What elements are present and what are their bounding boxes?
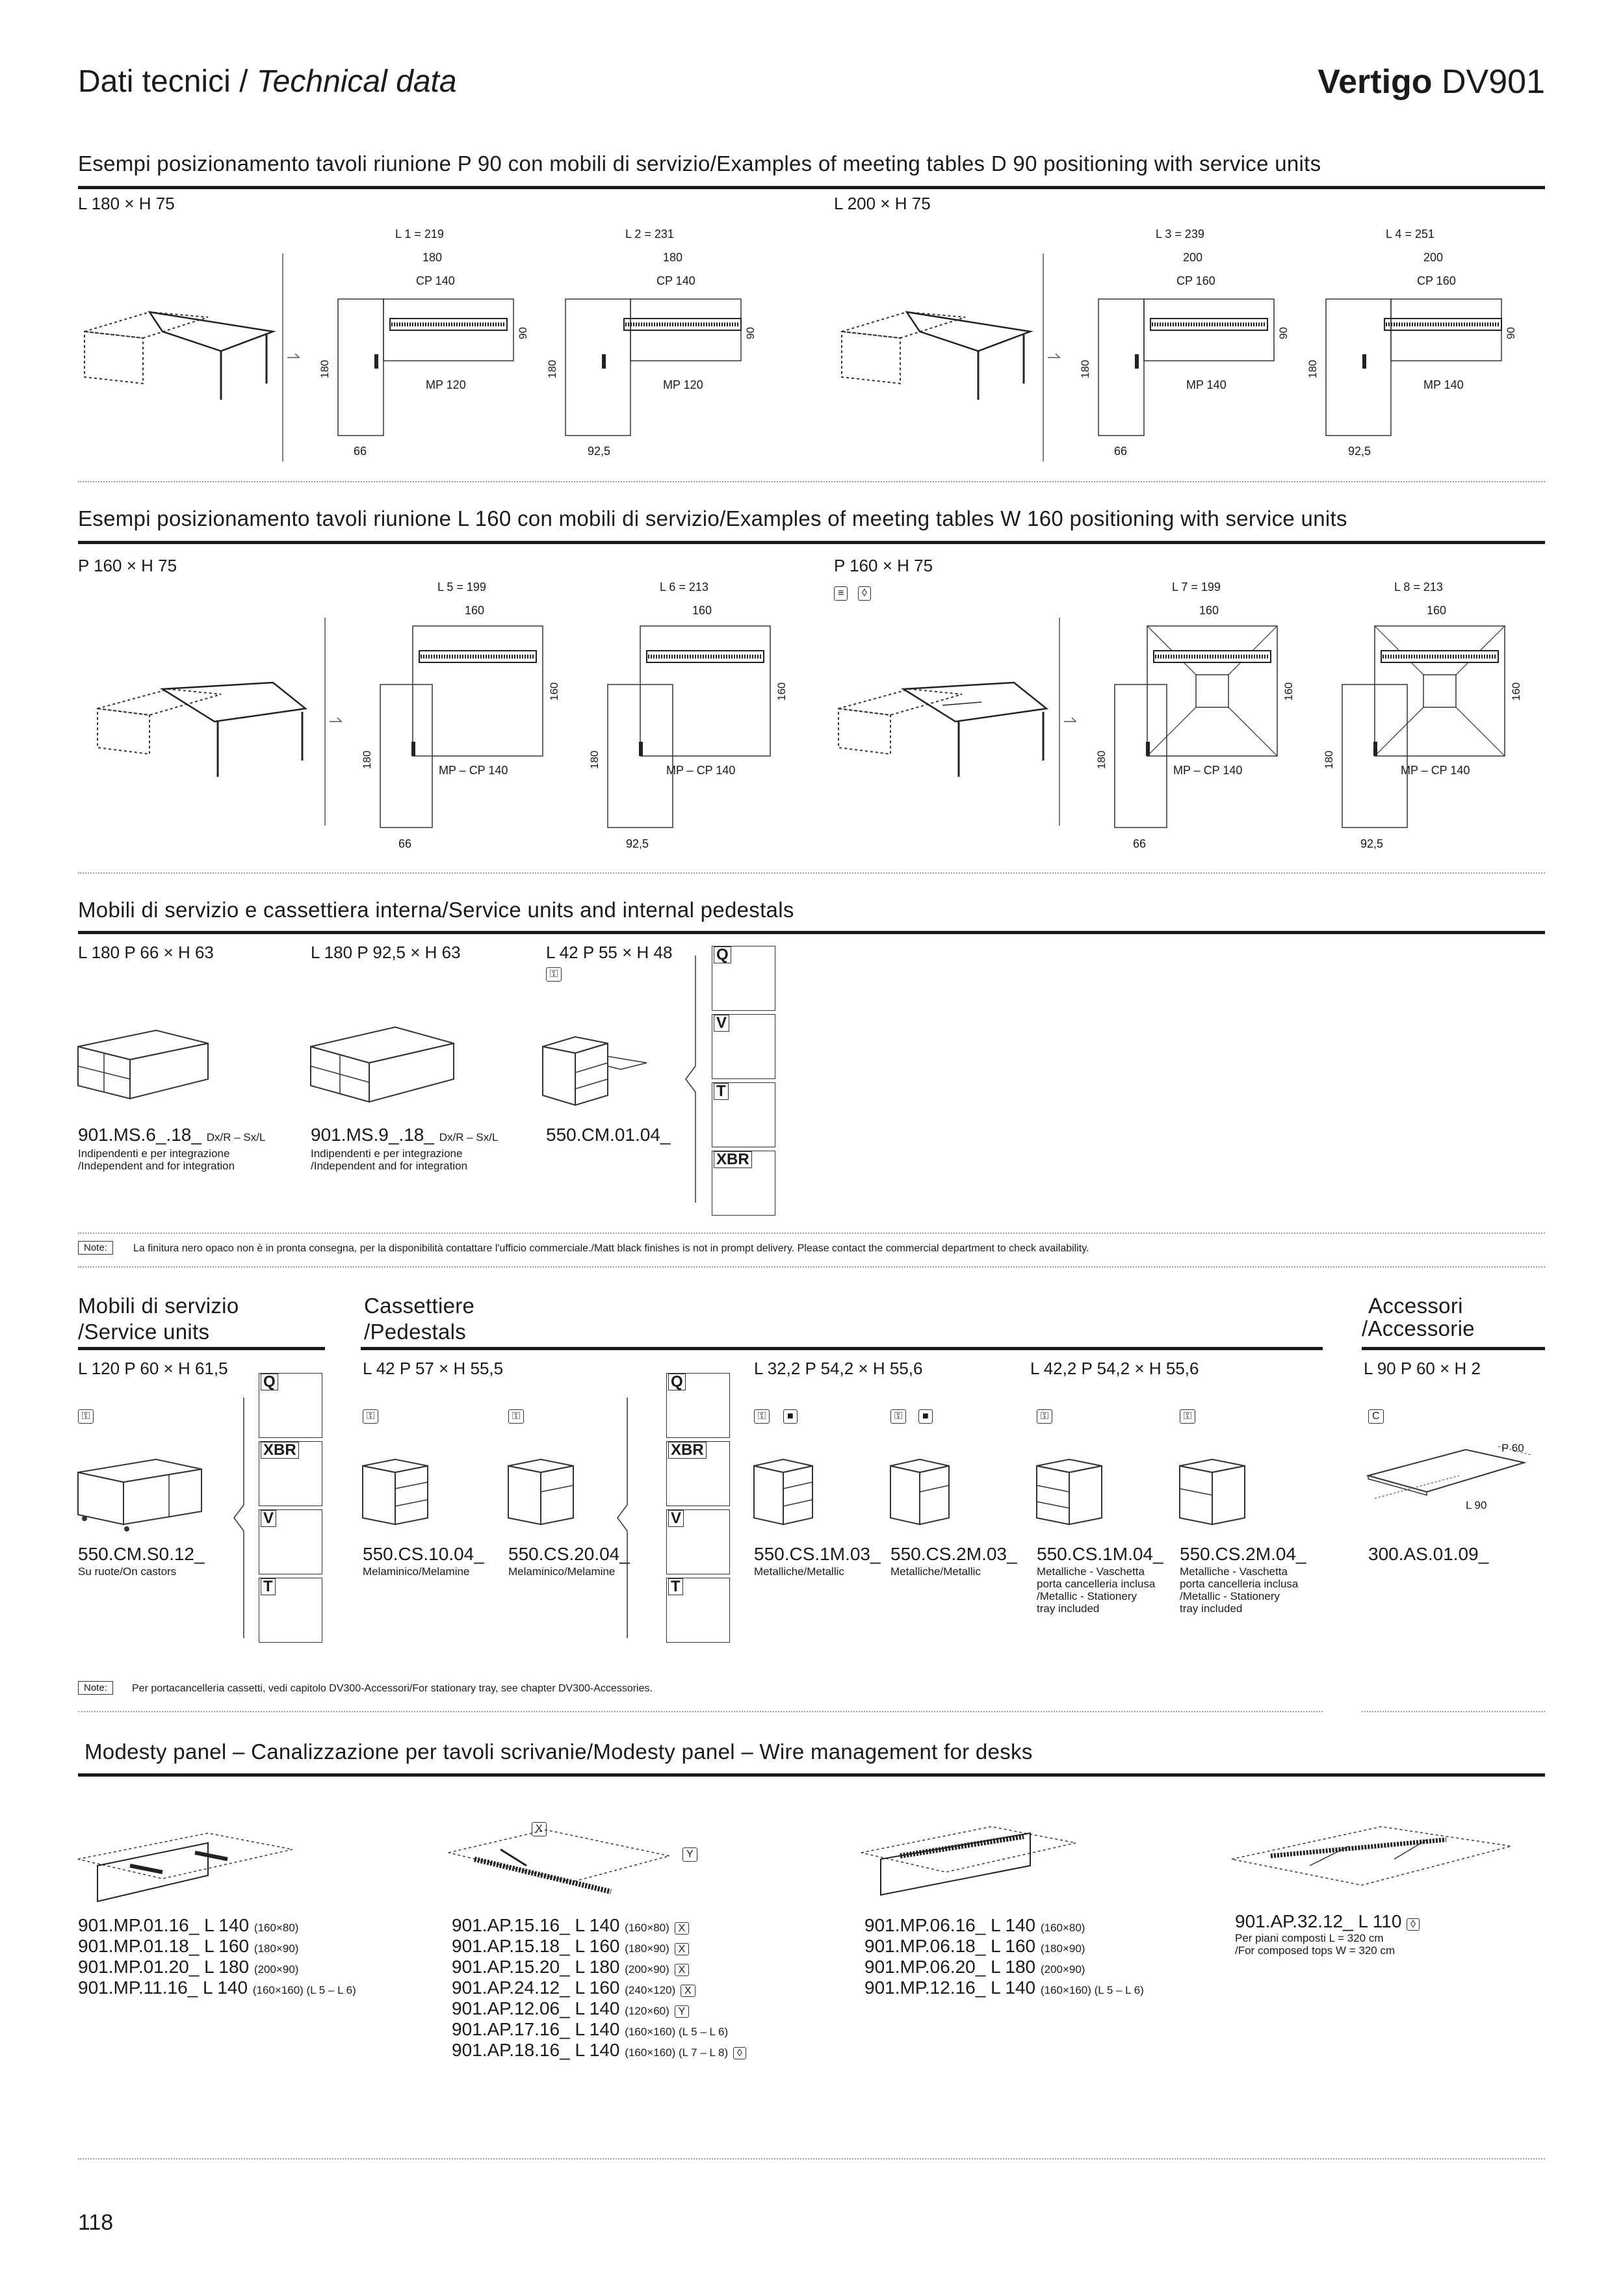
section5-rule bbox=[78, 1773, 1545, 1777]
title-english: Technical data bbox=[256, 64, 457, 99]
dim-unit-depth: 66 bbox=[1114, 445, 1128, 458]
code-text: 901.MS.6_.18_ bbox=[78, 1125, 201, 1145]
section2-rule bbox=[78, 541, 1545, 544]
code-dim: (120×60) bbox=[625, 2005, 669, 2017]
list-item bbox=[78, 1936, 356, 1957]
dim-unit-depth: 66 bbox=[354, 445, 367, 458]
dim-unit: 180 bbox=[588, 750, 601, 769]
y-tag: Y bbox=[682, 1847, 697, 1862]
code-dim: (180×90) bbox=[253, 1942, 299, 1955]
service-unit-drawing-2 bbox=[311, 1024, 460, 1108]
dim-width: 200 bbox=[1423, 251, 1444, 264]
option-label: XBR bbox=[714, 1151, 752, 1168]
key-icon: ⚿ bbox=[508, 1409, 524, 1424]
section3-rule bbox=[78, 931, 1545, 934]
code-text: 901.AP.24.12_ L 160 bbox=[452, 1977, 620, 1998]
product-desc: tray included bbox=[1037, 1602, 1100, 1615]
plan-diagram-1 bbox=[318, 228, 533, 462]
product-desc: porta cancelleria inclusa bbox=[1037, 1578, 1156, 1590]
key-icon: ⚿ bbox=[1037, 1409, 1052, 1424]
option-label: V bbox=[714, 1015, 729, 1032]
product-desc: /For composed tops W = 320 cm bbox=[1235, 1944, 1396, 1957]
grid-icon: ≡ bbox=[834, 586, 848, 601]
item-size: L 42,2 P 54,2 × H 55,6 bbox=[1030, 1359, 1199, 1378]
composed-top-drawing bbox=[1232, 1820, 1518, 1905]
code-text: 901.AP.32.12_ L 110 bbox=[1235, 1911, 1402, 1931]
option-label: V bbox=[668, 1510, 684, 1527]
divider bbox=[78, 1266, 1545, 1268]
section2-left-size: P 160 × H 75 bbox=[78, 556, 177, 575]
option-t bbox=[712, 1082, 775, 1147]
section1-title: Esempi posizionamento tavoli riunione P 90 con mobili di servizio/Examples of meeting tables D 90 positioning with service units bbox=[78, 151, 1321, 176]
code-text: 901.MP.06.16_ L 140 bbox=[864, 1915, 1036, 1935]
dim-cp: CP 160 bbox=[1417, 274, 1456, 287]
note-text: La finitura nero opaco non è in pronta consegna, per la disponibilità contattare l'ufficio commerciale./Matt black finishes is not in prompt delivery. Please contact the commercial department to check availability. bbox=[133, 1243, 1089, 1254]
pedestal-drawing bbox=[1037, 1456, 1108, 1534]
code-dim: (200×90) bbox=[625, 1963, 669, 1976]
desk-iso-4 bbox=[832, 676, 1059, 793]
dim-depth: P 60 bbox=[1501, 1442, 1524, 1454]
product-desc: /Independent and for integration bbox=[78, 1160, 235, 1172]
desk-iso-1 bbox=[78, 299, 286, 410]
code-suffix: Dx/R – Sx/L bbox=[439, 1131, 499, 1143]
code-dim: (160×80) bbox=[625, 1922, 669, 1934]
key-icon: ⚿ bbox=[546, 967, 562, 982]
item-size: L 42 P 57 × H 55,5 bbox=[363, 1359, 504, 1378]
product-code bbox=[78, 1125, 265, 1145]
code-dim: (160×160) (L 5 – L 6) bbox=[625, 2026, 729, 2038]
section1-left-size: L 180 × H 75 bbox=[78, 194, 175, 213]
dim-unit-depth: 66 bbox=[398, 837, 412, 850]
product-desc: tray included bbox=[1180, 1602, 1243, 1615]
key-icon: ⚿ bbox=[890, 1409, 906, 1424]
option-q bbox=[712, 946, 775, 1011]
rule bbox=[1362, 1347, 1545, 1350]
note-text: Per portacancelleria cassetti, vedi capitolo DV300-Accessori/For stationary tray, see chapter DV300-Accessories. bbox=[132, 1683, 653, 1694]
option-brace bbox=[218, 1391, 257, 1645]
tag: X bbox=[681, 1985, 695, 1997]
product-desc: porta cancelleria inclusa bbox=[1180, 1578, 1299, 1590]
divider bbox=[1362, 1711, 1545, 1712]
wire-tray-drawing bbox=[448, 1820, 682, 1918]
dim-total: L 8 = 213 bbox=[1394, 581, 1443, 594]
dim-depth: 90 bbox=[517, 327, 529, 339]
option-brace bbox=[601, 1391, 640, 1645]
square-icon: ■ bbox=[918, 1409, 933, 1424]
item-size: L 180 P 66 × H 63 bbox=[78, 943, 214, 962]
product-desc: Su ruote/On castors bbox=[78, 1565, 177, 1578]
dim-unit: 180 bbox=[1323, 750, 1335, 769]
divider bbox=[78, 481, 1545, 482]
model-name: DV901 bbox=[1442, 63, 1545, 101]
note-label: Note: bbox=[78, 1681, 113, 1695]
product-code: 300.AS.01.09_ bbox=[1368, 1544, 1489, 1564]
dim-cp: CP 140 bbox=[656, 274, 695, 287]
c-icon: C bbox=[1368, 1409, 1384, 1424]
modesty-list-1 bbox=[78, 1915, 356, 1998]
key-icon: ⚿ bbox=[363, 1409, 378, 1424]
product-desc: Metalliche/Metallic bbox=[890, 1565, 981, 1578]
product-code: 550.CS.2M.04_ bbox=[1180, 1544, 1306, 1564]
list-item bbox=[864, 1977, 1144, 1998]
option-v bbox=[259, 1509, 322, 1574]
dim-total: L 4 = 251 bbox=[1386, 228, 1435, 241]
dim-total: L 5 = 199 bbox=[437, 581, 486, 594]
dim-total: L 2 = 231 bbox=[625, 228, 674, 241]
section2-right-size: P 160 × H 75 bbox=[834, 556, 933, 575]
product-desc: Metalliche - Vaschetta bbox=[1037, 1565, 1145, 1578]
tag: X bbox=[675, 1964, 690, 1976]
option-label: T bbox=[668, 1578, 683, 1595]
note-label: Note: bbox=[78, 1241, 113, 1255]
code-text: 901.MP.12.16_ L 140 bbox=[864, 1977, 1036, 1998]
pedestal-drawing bbox=[754, 1456, 819, 1534]
dim-unit: 180 bbox=[361, 750, 373, 769]
option-brace bbox=[669, 949, 708, 1209]
tag: Y bbox=[675, 2005, 690, 2018]
dim-unit-depth: 92,5 bbox=[1348, 445, 1371, 458]
code-dim: (160×80) bbox=[1040, 1922, 1085, 1934]
divider bbox=[78, 1233, 1545, 1234]
dim-mp: MP 120 bbox=[426, 378, 466, 391]
pedestal-drawing bbox=[1180, 1456, 1251, 1534]
pedestal-drawing bbox=[543, 1034, 653, 1112]
key-icon: ⚿ bbox=[78, 1409, 94, 1424]
dim-width: 180 bbox=[422, 251, 443, 264]
product-code: 550.CS.20.04_ bbox=[508, 1544, 630, 1564]
option-q bbox=[259, 1373, 322, 1438]
dim-total: L 3 = 239 bbox=[1156, 228, 1204, 241]
desk-iso-3 bbox=[91, 676, 318, 793]
plan-diagram-5 bbox=[361, 581, 575, 854]
product-code: 550.CM.01.04_ bbox=[546, 1125, 671, 1145]
dim-total: L 1 = 219 bbox=[395, 228, 444, 241]
code-dim: (160×160) (L 5 – L 6) bbox=[1040, 1984, 1144, 1996]
page-title bbox=[78, 64, 457, 99]
code-text: 901.MP.01.20_ L 180 bbox=[78, 1957, 250, 1977]
dim-mp: MP 140 bbox=[1423, 378, 1464, 391]
pedestal-title-en: /Pedestals bbox=[364, 1320, 467, 1344]
option-t bbox=[259, 1578, 322, 1643]
dim-unit-depth: 92,5 bbox=[1360, 837, 1384, 850]
dim-mp: MP 120 bbox=[663, 378, 703, 391]
option-label: V bbox=[261, 1510, 276, 1527]
product-code bbox=[311, 1125, 498, 1145]
modesty-panel-drawing-2 bbox=[861, 1820, 1082, 1911]
key-icon: ⚿ bbox=[1180, 1409, 1195, 1424]
list-item bbox=[864, 1915, 1144, 1936]
dim-depth: 160 bbox=[1282, 682, 1295, 701]
list-item bbox=[452, 1957, 746, 1977]
dim-depth: 160 bbox=[548, 682, 560, 701]
rule bbox=[361, 1347, 1323, 1350]
pedestal-drawing bbox=[363, 1456, 434, 1534]
plan-diagram-6 bbox=[588, 581, 803, 854]
option-label: Q bbox=[668, 1374, 686, 1390]
option-xbr bbox=[259, 1441, 322, 1506]
plan-diagram-4 bbox=[1306, 228, 1521, 462]
dim-unit-depth: 92,5 bbox=[626, 837, 649, 850]
product-code: 550.CS.2M.03_ bbox=[890, 1544, 1017, 1564]
code-text: 901.AP.18.16_ L 140 bbox=[452, 2040, 620, 2060]
accessory-title-en: /Accessorie bbox=[1362, 1316, 1475, 1340]
composed-item bbox=[1235, 1911, 1420, 1957]
option-t bbox=[666, 1578, 730, 1643]
desk-iso-2 bbox=[835, 299, 1043, 410]
tag: ◊ bbox=[1407, 1918, 1420, 1931]
title-italian: Dati tecnici / bbox=[78, 64, 257, 99]
dim-unit: 180 bbox=[1079, 359, 1091, 378]
item-size: L 180 P 92,5 × H 63 bbox=[311, 943, 461, 962]
code-text: 901.AP.15.16_ L 140 bbox=[452, 1915, 620, 1935]
section1-rule bbox=[78, 186, 1545, 189]
product-code: 550.CS.1M.04_ bbox=[1037, 1544, 1163, 1564]
code-dim: (160×160) (L 7 – L 8) bbox=[625, 2046, 729, 2059]
item-size: L 32,2 P 54,2 × H 55,6 bbox=[754, 1359, 923, 1378]
square-icon: ■ bbox=[783, 1409, 798, 1424]
code-dim: (200×90) bbox=[253, 1963, 299, 1976]
list-item bbox=[1235, 1911, 1420, 1932]
option-xbr bbox=[666, 1441, 730, 1506]
code-text: 901.AP.17.16_ L 140 bbox=[452, 2019, 620, 2039]
code-text: 901.MP.11.16_ L 140 bbox=[78, 1977, 248, 1998]
option-q bbox=[666, 1373, 730, 1438]
section2-title: Esempi posizionamento tavoli riunione L 160 con mobili di servizio/Examples of meeting tables W 160 positioning with service units bbox=[78, 506, 1347, 530]
list-item bbox=[78, 1977, 356, 1998]
option-v bbox=[712, 1014, 775, 1079]
dim-cp: CP 160 bbox=[1176, 274, 1215, 287]
brand-title bbox=[1318, 62, 1545, 101]
list-item bbox=[452, 1936, 746, 1957]
option-label: T bbox=[714, 1083, 729, 1100]
dim-unit: 180 bbox=[1095, 750, 1108, 769]
tag: ◊ bbox=[733, 2047, 746, 2059]
code-dim: (180×90) bbox=[1040, 1942, 1085, 1955]
wire-list bbox=[452, 1915, 746, 2061]
list-item bbox=[78, 1915, 356, 1936]
dim-depth: 90 bbox=[1505, 327, 1517, 339]
divider-arrow-3 bbox=[322, 618, 348, 826]
dim-unit-depth: 92,5 bbox=[588, 445, 611, 458]
section3-title: Mobili di servizio e cassettiera interna/Service units and internal pedestals bbox=[78, 898, 794, 922]
code-dim: (160×80) bbox=[253, 1922, 299, 1934]
dim-mp: MP – CP 140 bbox=[439, 764, 508, 777]
product-desc: Metalliche/Metallic bbox=[754, 1565, 844, 1578]
service-unit-drawing bbox=[78, 1027, 214, 1105]
brand-name: Vertigo bbox=[1318, 63, 1433, 101]
code-text: 901.MS.9_.18_ bbox=[311, 1125, 434, 1145]
divider bbox=[78, 872, 1545, 874]
dim-cp: CP 140 bbox=[416, 274, 455, 287]
dim-width: L 90 bbox=[1466, 1499, 1487, 1511]
plan-diagram-3 bbox=[1079, 228, 1293, 462]
option-label: T bbox=[261, 1578, 276, 1595]
accessory-title: Accessori bbox=[1368, 1294, 1463, 1318]
product-desc: Metalliche - Vaschetta bbox=[1180, 1565, 1288, 1578]
product-code: 550.CM.S0.12_ bbox=[78, 1544, 205, 1564]
dim-width: 200 bbox=[1183, 251, 1203, 264]
service-title-en: /Service units bbox=[78, 1320, 210, 1344]
code-suffix: Dx/R – Sx/L bbox=[206, 1131, 266, 1143]
code-text: 901.MP.01.16_ L 140 bbox=[78, 1915, 250, 1935]
list-item bbox=[452, 1915, 746, 1936]
dim-unit: 180 bbox=[1306, 359, 1319, 378]
option-v bbox=[666, 1509, 730, 1574]
code-text: 901.MP.06.18_ L 160 bbox=[864, 1936, 1036, 1956]
product-code: 550.CS.10.04_ bbox=[363, 1544, 484, 1564]
tag: X bbox=[675, 1943, 690, 1955]
dim-total: L 6 = 213 bbox=[660, 581, 708, 594]
dim-depth: 160 bbox=[775, 682, 788, 701]
divider-arrow-2 bbox=[1040, 254, 1066, 462]
item-size: L 42 P 55 × H 48 bbox=[546, 943, 673, 962]
dim-width: 160 bbox=[1199, 604, 1219, 617]
option-label: XBR bbox=[261, 1442, 299, 1459]
cabinet-drawing bbox=[78, 1456, 208, 1534]
option-label: XBR bbox=[668, 1442, 707, 1459]
list-item bbox=[864, 1936, 1144, 1957]
product-desc: /Metallic - Stationery bbox=[1037, 1590, 1137, 1602]
list-item bbox=[78, 1957, 356, 1977]
code-text: 901.MP.01.18_ L 160 bbox=[78, 1936, 250, 1956]
page-number: 118 bbox=[78, 2210, 114, 2235]
option-label: Q bbox=[714, 946, 731, 963]
list-item bbox=[452, 2040, 746, 2061]
modesty-panel-drawing bbox=[78, 1827, 299, 1911]
dim-unit: 180 bbox=[546, 359, 558, 378]
code-dim: (200×90) bbox=[1040, 1963, 1085, 1976]
dim-total: L 7 = 199 bbox=[1172, 581, 1221, 594]
product-code: 550.CS.1M.03_ bbox=[754, 1544, 881, 1564]
pedestal-drawing bbox=[508, 1456, 580, 1534]
pedestal-title: Cassettiere bbox=[364, 1294, 475, 1318]
code-text: 901.AP.12.06_ L 140 bbox=[452, 1998, 620, 2018]
service-title: Mobili di servizio bbox=[78, 1294, 239, 1318]
product-desc: /Metallic - Stationery bbox=[1180, 1590, 1280, 1602]
product-desc: Indipendenti e per integrazione bbox=[311, 1147, 463, 1160]
list-item bbox=[452, 1977, 746, 1998]
divider bbox=[78, 2158, 1545, 2159]
list-item bbox=[864, 1957, 1144, 1977]
item-size: L 90 P 60 × H 2 bbox=[1364, 1359, 1481, 1378]
dim-depth: 90 bbox=[744, 327, 757, 339]
code-text: 901.MP.06.20_ L 180 bbox=[864, 1957, 1036, 1977]
code-dim: (180×90) bbox=[625, 1942, 669, 1955]
diamond-icon: ◊ bbox=[858, 586, 871, 601]
dim-unit-depth: 66 bbox=[1133, 837, 1147, 850]
option-xbr bbox=[712, 1151, 775, 1216]
plan-diagram-2 bbox=[546, 228, 760, 462]
dim-mp: MP – CP 140 bbox=[1401, 764, 1470, 777]
dim-unit: 180 bbox=[318, 359, 331, 378]
pedestal-drawing bbox=[890, 1456, 955, 1534]
code-dim: (160×160) (L 5 – L 6) bbox=[252, 1984, 356, 1996]
dim-depth: 160 bbox=[1510, 682, 1522, 701]
divider-arrow-4 bbox=[1056, 618, 1082, 826]
key-icon: ⚿ bbox=[754, 1409, 770, 1424]
plan-diagram-8 bbox=[1323, 581, 1537, 854]
code-text: 901.AP.15.20_ L 180 bbox=[452, 1957, 620, 1977]
dim-width: 160 bbox=[1427, 604, 1447, 617]
product-desc: Melaminico/Melamine bbox=[508, 1565, 616, 1578]
code-text: 901.AP.15.18_ L 160 bbox=[452, 1936, 620, 1956]
dim-mp: MP – CP 140 bbox=[666, 764, 736, 777]
item-size: L 120 P 60 × H 61,5 bbox=[78, 1359, 228, 1378]
dim-depth: 90 bbox=[1277, 327, 1290, 339]
dim-width: 160 bbox=[692, 604, 712, 617]
option-label: Q bbox=[261, 1374, 278, 1390]
product-desc: Per piani composti L = 320 cm bbox=[1235, 1932, 1384, 1944]
product-desc: Indipendenti e per integrazione bbox=[78, 1147, 230, 1160]
list-item bbox=[452, 2019, 746, 2040]
divider bbox=[78, 1711, 1323, 1712]
product-desc: /Independent and for integration bbox=[311, 1160, 468, 1172]
rule bbox=[78, 1347, 325, 1350]
divider-arrow-1 bbox=[279, 254, 305, 462]
plan-diagram-7 bbox=[1095, 581, 1310, 854]
dim-mp: MP 140 bbox=[1186, 378, 1227, 391]
code-dim: (240×120) bbox=[625, 1984, 676, 1996]
product-desc: Melaminico/Melamine bbox=[363, 1565, 470, 1578]
section5-title: Modesty panel – Canalizzazione per tavoli scrivanie/Modesty panel – Wire management for desks bbox=[84, 1740, 1033, 1764]
tag: X bbox=[675, 1922, 690, 1935]
section1-right-size: L 200 × H 75 bbox=[834, 194, 931, 213]
x-tag: X bbox=[532, 1822, 547, 1836]
modesty-list-2 bbox=[864, 1915, 1144, 1998]
dim-width: 160 bbox=[465, 604, 485, 617]
dim-mp: MP – CP 140 bbox=[1173, 764, 1243, 777]
dim-width: 180 bbox=[663, 251, 683, 264]
list-item bbox=[452, 1998, 746, 2019]
